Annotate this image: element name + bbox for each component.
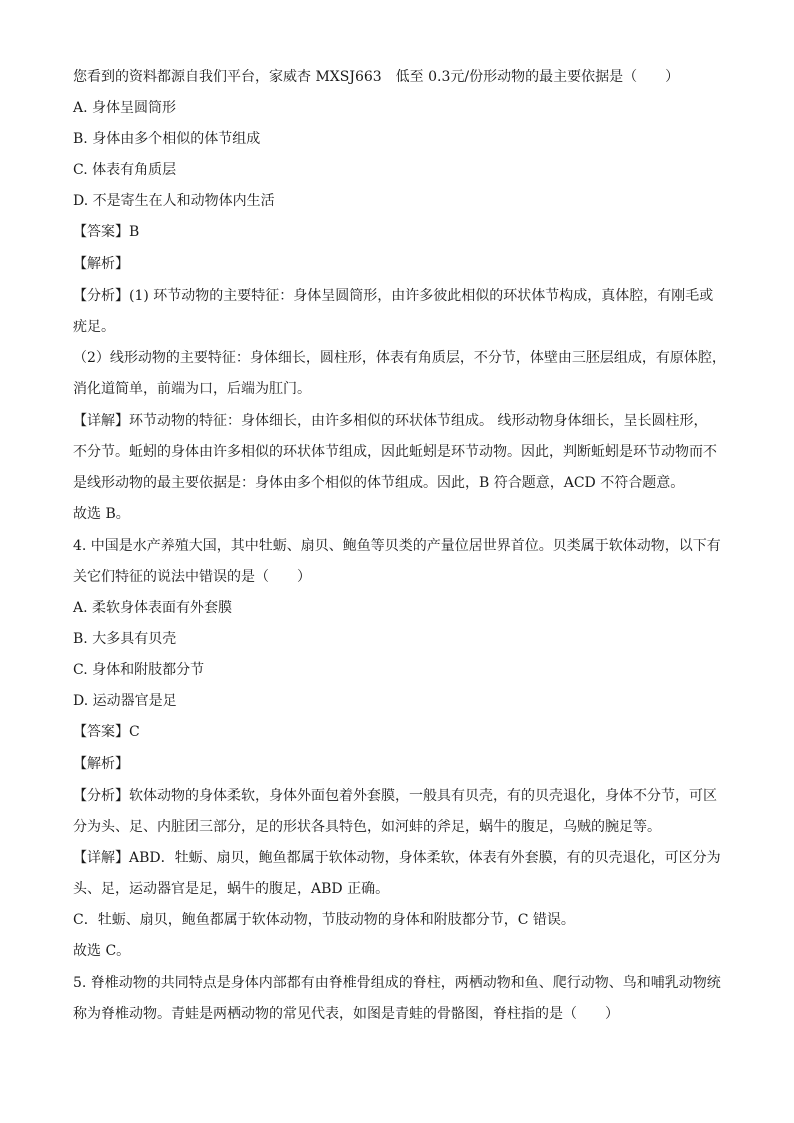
option-c: C. 体表有角质层 — [73, 162, 177, 178]
analysis-heading: 【解析】 — [73, 256, 129, 272]
text-line: 您看到的资料都源自我们平台，家威杏 MXSJ663 低至 0.3元/份形动物的最主要依据是（ ） — [73, 69, 680, 85]
option-a: A. 柔软身体表面有外套膜 — [73, 600, 233, 616]
analysis-text: 消化道简单，前端为口，后端为肛门。 — [73, 381, 311, 397]
option-d: D. 不是寄生在人和动物体内生活 — [73, 193, 275, 209]
conclusion-text: 故选 B。 — [73, 506, 130, 522]
question-4-stem: 关它们特征的说法中错误的是（ ） — [73, 569, 311, 585]
analysis-text: 【分析】(1) 环节动物的主要特征：身体呈圆筒形，由许多彼此相似的环状体节构成，真体腔，有刚毛或 — [73, 288, 714, 304]
analysis-text: 分为头、足、内脏团三部分，足的形状各具特色，如河蚌的斧足，蜗牛的腹足，乌贼的腕足等。 — [73, 819, 661, 835]
conclusion-text: 故选 C。 — [73, 943, 131, 959]
question-4-stem: 4. 中国是水产养殖大国，其中牡蛎、扇贝、鲍鱼等贝类的产量位居世界首位。贝类属于软体动物，以下有 — [73, 538, 721, 554]
analysis-text: （2）线形动物的主要特征：身体细长，圆柱形，体表有角质层，不分节，体壁由三胚层组成，有原体腔， — [73, 350, 726, 366]
option-d: D. 运动器官是足 — [73, 693, 177, 709]
option-b: B. 身体由多个相似的体节组成 — [73, 131, 261, 147]
option-b: B. 大多具有贝壳 — [73, 631, 177, 647]
option-a: A. 身体呈圆筒形 — [73, 100, 177, 116]
answer-label: 【答案】C — [73, 724, 140, 740]
analysis-heading: 【解析】 — [73, 756, 129, 772]
question-5-stem: 称为脊椎动物。青蛙是两栖动物的常见代表，如图是青蛙的骨骼图，脊柱指的是（ ） — [73, 1006, 619, 1022]
option-c: C. 身体和附肢都分节 — [73, 662, 205, 678]
detail-text: 头、足，运动器官是足，蜗牛的腹足，ABD 正确。 — [73, 881, 390, 897]
answer-label: 【答案】B — [73, 224, 140, 240]
detail-text: 不分节。蚯蚓的身体由许多相似的环状体节组成，因此蚯蚓是环节动物。因此，判断蚯蚓是环节动物而不 — [73, 444, 717, 460]
detail-text: 【详解】ABD．牡蛎、扇贝，鲍鱼都属于软体动物，身体柔软，体表有外套膜，有的贝壳退化，可区分为 — [73, 850, 721, 866]
question-5-stem: 5. 脊椎动物的共同特点是身体内部都有由脊椎骨组成的脊柱，两栖动物和鱼、爬行动物、鸟和哺乳动物统 — [73, 975, 721, 991]
analysis-text: 疣足。 — [73, 319, 115, 335]
detail-text: C．牡蛎、扇贝，鲍鱼都属于软体动物，节肢动物的身体和附肢都分节，C 错误。 — [73, 912, 575, 928]
analysis-text: 【分析】软体动物的身体柔软，身体外面包着外套膜，一般具有贝壳，有的贝壳退化，身体不分节，可区 — [73, 788, 717, 804]
detail-text: 【详解】环节动物的特征：身体细长，由许多相似的环状体节组成。 线形动物身体细长，呈长圆柱形， — [73, 413, 708, 429]
detail-text: 是线形动物的最主要依据是：身体由多个相似的体节组成。因此，B 符合题意，ACD 不符合题意。 — [73, 475, 685, 491]
